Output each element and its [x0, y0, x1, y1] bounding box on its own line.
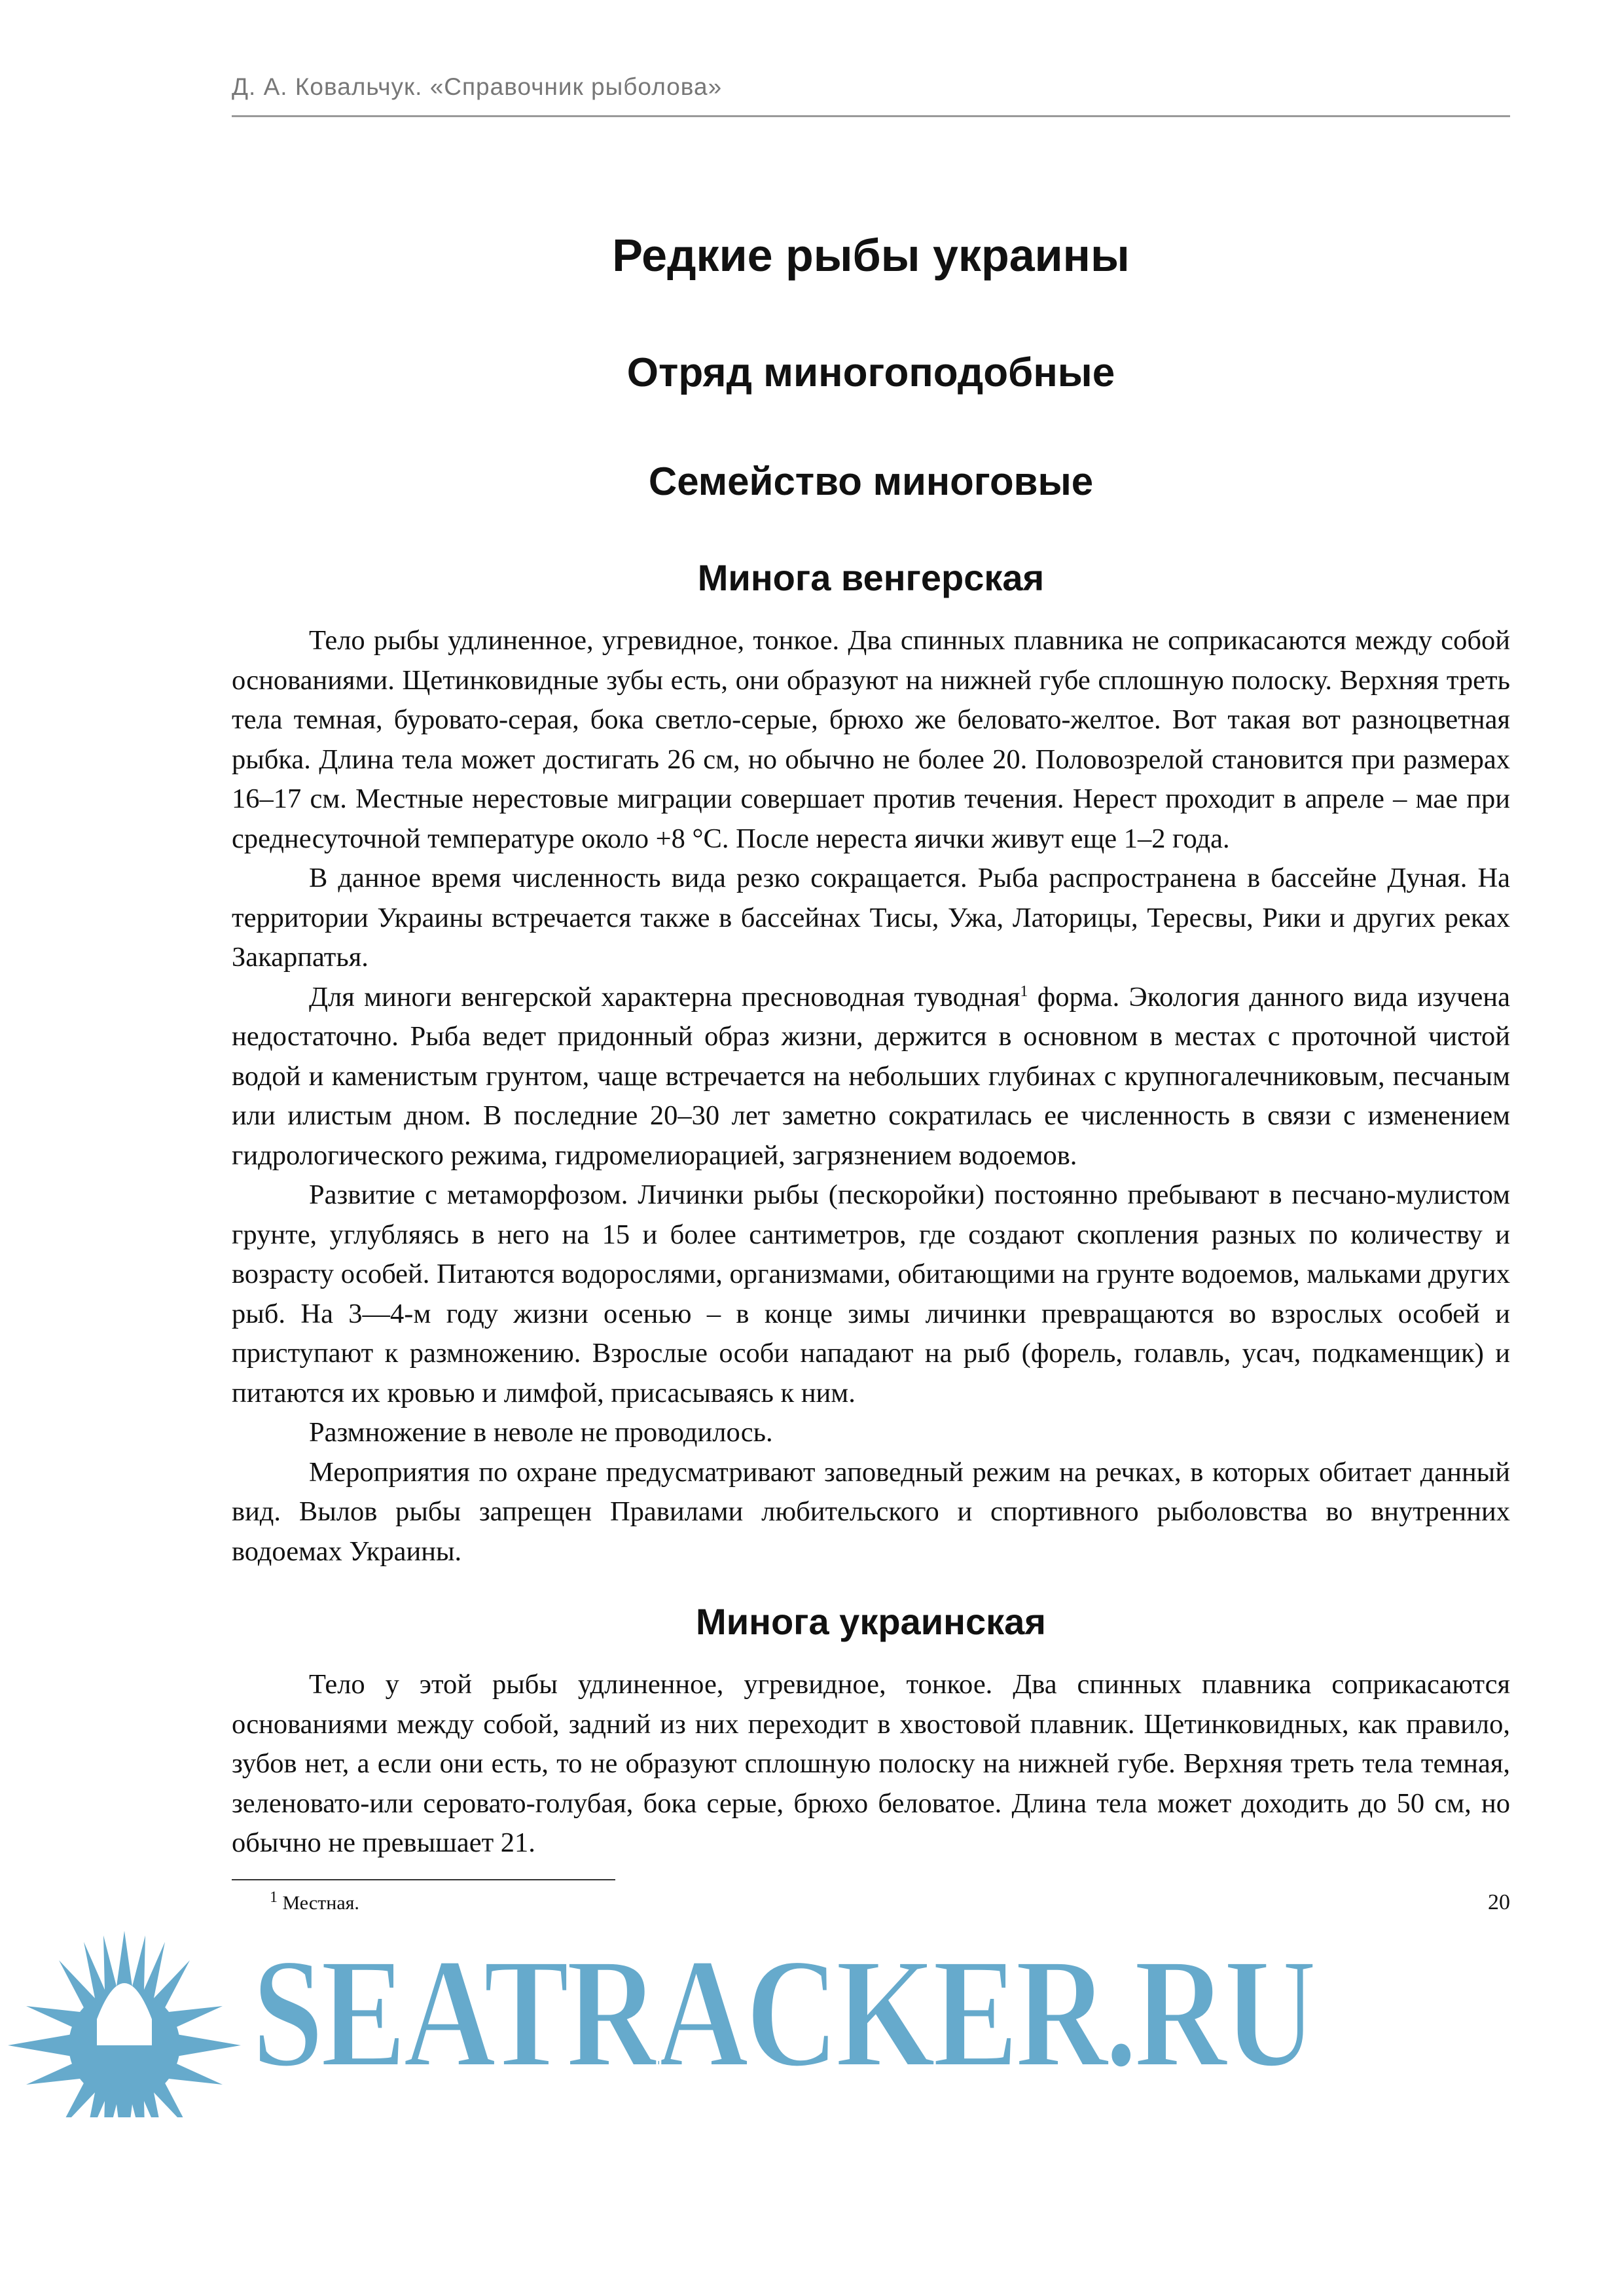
family-heading: Семейство миноговые	[648, 459, 1094, 503]
paragraph: Тело у этой рыбы удлиненное, угревидное, тонкое. Два спинных плавника соприкасаются основаниями между собой, задний из них переходит в хвостовой плавник. Щетинковидных, как правило, зубов нет, а если они есть, то не образуют сплошную полоску на нижней губе. Верхняя треть тела темная, зеленовато-или серовато-голубая, бока серые, брюхо беловатое. Длина тела может доходить до 50 см, но обычно не превышает 21.	[232, 1669, 1510, 1858]
footnote	[270, 1888, 359, 1915]
running-head: Д. А. Ковальчук. «Справочник рыболова»	[232, 73, 723, 100]
page-content	[232, 0, 1510, 2117]
paragraph: Мероприятия по охране предусматривают заповедный режим на речках, в которых обитает данный вид. Вылов рыбы запрещен Правилами любительского и спортивного рыболовства во внутренних водоемах Украины.	[232, 1456, 1510, 1567]
page-number: 20	[1488, 1890, 1510, 1914]
sunburst-logo-icon	[0, 1921, 249, 2117]
section-heading: Минога венгерская	[697, 557, 1045, 598]
watermark	[0, 1921, 1624, 2117]
paragraph-ecology	[232, 978, 1510, 1176]
footnote-text: Местная.	[282, 1892, 359, 1914]
footnote-row	[232, 1890, 1510, 1916]
order-heading: Отряд миногоподобные	[626, 350, 1115, 395]
page-title: Редкие рыбы украины	[612, 230, 1130, 281]
text: форма. Экология данного вида изучена недостаточно. Рыба ведет придонный образ жизни, держится в основном в местах с проточной чистой водой и каменистым грунтом, чаще встречается на небольших глубинах с крупногалечниковым, песчаным или илистым дном. В последние 20–30 лет заметно сократилась ее численность в связи с изменением гидрологического режима, гидромелиорацией, загрязнением водоемов.	[232, 981, 1510, 1171]
section-heading: Минога украинская	[696, 1601, 1046, 1642]
text: Для миноги венгерской характерна пресноводная туводная	[309, 981, 1020, 1013]
paragraph: В данное время численность вида резко сокращается. Рыба распространена в бассейне Дуная. На территории Украины встречается также в бассейнах Тисы, Ужа, Латорицы, Тересвы, Рики и других реках Закарпатья.	[232, 863, 1510, 973]
footnote-mark: 1	[270, 1888, 278, 1906]
paragraph: Размножение в неволе не проводилось.	[309, 1417, 773, 1448]
paragraph: Развитие с метаморфозом. Личинки рыбы (пескоройки) постоянно пребывают в песчано-мулистом грунте, углубляясь в него на 15 и более сантиметров, где создают скопления разных по количеству и возрасту особей. Питаются водорослями, организмами, обитающими на грунте водоемов, мальками других рыб. На 3—4-м году жизни осенью – в конце зимы личинки превращаются во взрослых особей и приступают к размножению. Взрослые особи нападают на рыб (форель, голавль, усач, подкаменщик) и питаются их кровью и лимфой, присасываясь к ним.	[232, 1179, 1510, 1408]
paragraph: Тело рыбы удлиненное, угревидное, тонкое. Два спинных плавника не соприкасаются между собой основаниями. Щетинковидные зубы есть, они образуют на нижней губе сплошную полоску. Верхняя треть тела темная, буровато-серая, бока светло-серые, брюхо же беловато-желтое. Вот такая вот разноцветная рыбка. Длина тела может достигать 26 см, но обычно не более 20. Половозрелой становится при размерах 16–17 см. Местные нерестовые миграции совершает против течения. Нерест проходит в апреле – мае при среднесуточной температуре около +8 °С. После нереста яички живут еще 1–2 года.	[232, 625, 1510, 854]
footnote-ref[interactable]: 1	[1020, 982, 1028, 1000]
page-footer	[232, 1879, 1510, 2117]
footnote-rule	[232, 1879, 615, 1880]
watermark-text: SEATRACKER.RU	[252, 1925, 1314, 2100]
